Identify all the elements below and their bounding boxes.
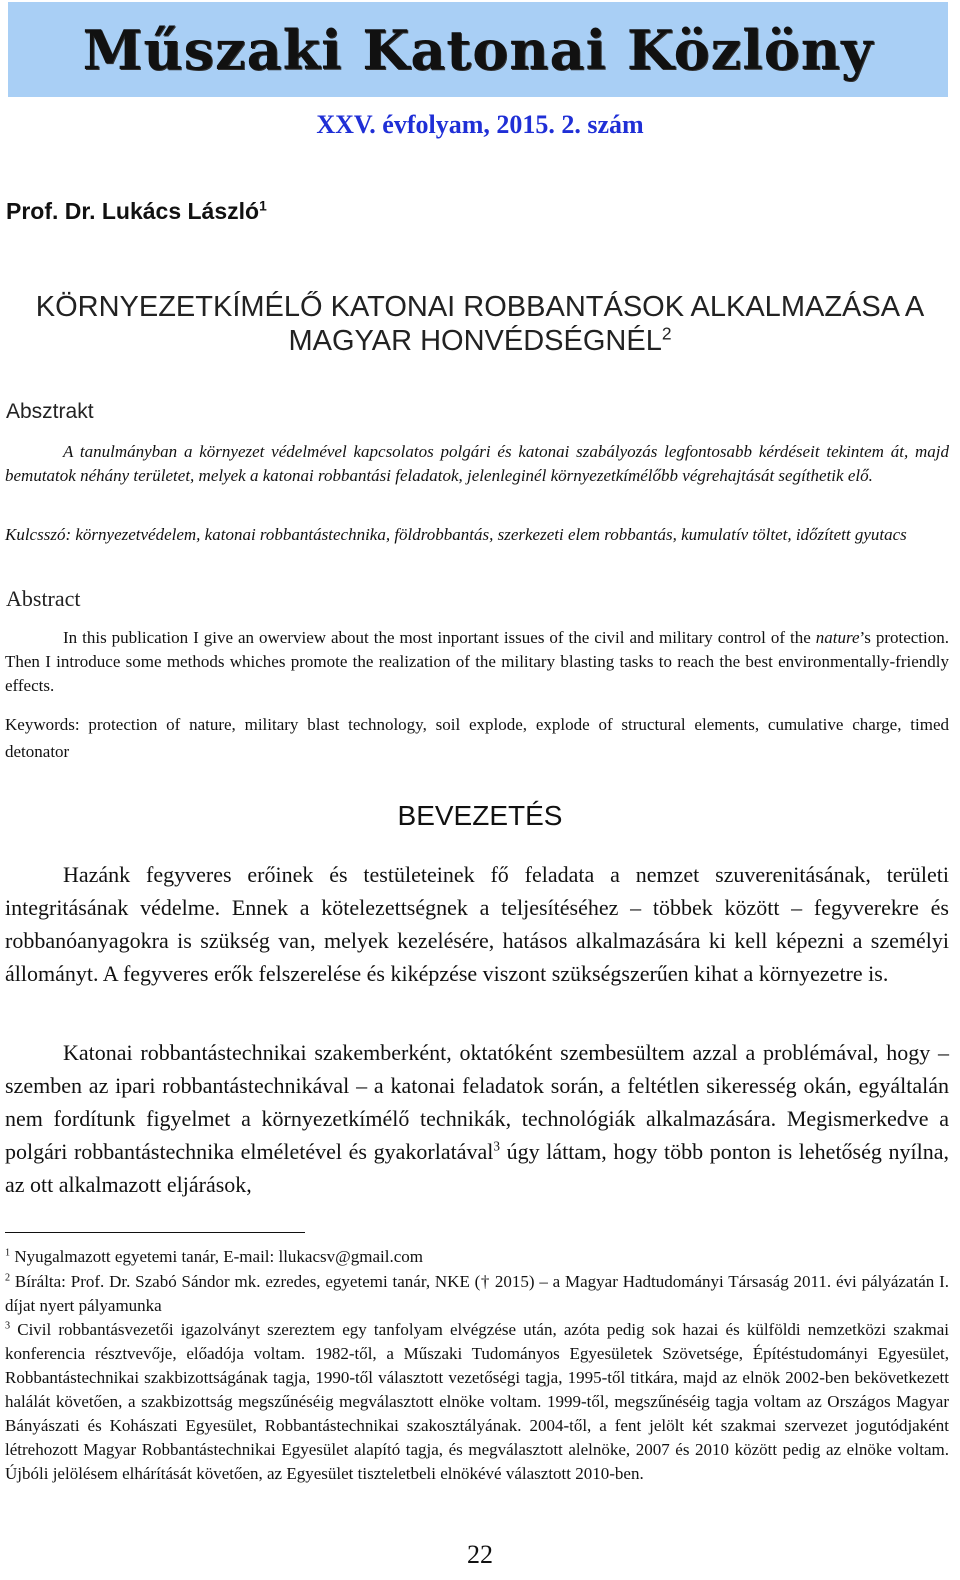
journal-banner	[8, 2, 948, 97]
abstract-en-text-2: ’s protection. Then I introduce some methods whiches promote the realization of the military blasting tasks to reach the best environmentally-friendly effects.	[5, 628, 949, 695]
body-footnote-mark: 3	[493, 1138, 500, 1154]
title-line-2-text: MAGYAR HONVÉDSÉGNÉL	[288, 325, 662, 357]
abstract-en-italic: nature	[815, 628, 860, 647]
title-footnote-mark: 2	[661, 323, 672, 344]
title-line-2	[0, 324, 960, 358]
page-number: 22	[467, 1540, 493, 1569]
abstract-en-text	[5, 626, 949, 698]
keywords-en: Keywords: protection of nature, military blast technology, soil explode, explode of structural elements, cumulative charge, timed detonator	[5, 715, 949, 761]
footnote-1	[5, 1245, 949, 1269]
footnote-3-mark: 3	[5, 1320, 11, 1332]
abstract-hu-heading: Absztrakt	[6, 400, 94, 423]
footnote-3-text: Civil robbantásvezetői igazolványt szereztem egy tanfolyam elvégzése után, azóta pedig sok hazai és külföldi nemzetközi szakmai konferencia résztvevője, előadója voltam. 1982-től, a Műszaki Tudományos Egyesületek Szövetsége, Építéstudományi Egyesület, Robbantástechnikai szakbizottságának tagja, 1990-től választott vezetőségi tagja, 1995-től titkára, majd az elnök 2002-ben bekövetkezett halálát követően, a szakbizottság megszűnéséig megválasztott elnöke voltam. 1999-től, megszűnéséig tagja voltam az Országos Magyar Bányászati és Kohászati Egyesület, Robbantástechnikai szakosztályának. 2004-től, a fent jelölt két szakmai szervezet jogutódjaként létrehozott Magyar Robbantástechnikai Egyesület alapító tagja, és megválasztott alelnöke, 2007 és 2010 között pedig az elnöke voltam. Újbóli jelölésem elhárítását követően, az Egyesület tiszteletbeli elnökévé választott 2010-ben.	[5, 1320, 949, 1483]
footnote-2	[5, 1270, 949, 1318]
footnote-2-mark: 2	[5, 1272, 11, 1284]
body-p2-text-2: úgy láttam, hogy több ponton is lehetőség nyílna, az ott alkalmazott eljárások,	[5, 1139, 950, 1197]
issue-info: XXV. évfolyam, 2015. 2. szám	[316, 110, 644, 139]
abstract-en-heading: Abstract	[6, 586, 81, 611]
journal-title: Műszaki Katonai Közlöny	[82, 17, 874, 82]
body-p2-text-1: Katonai robbantástechnikai szakemberként, oktatóként szembesültem azzal a problémával, hogy – szemben az ipari robbantástechnikával – a katonai feladatok során, a feltétlen sikeresség okán, egyáltalán nem fordítunk figyelmet a környezetkímélő technikák, technológiák alkalmazására. Megismerkedve a polgári robbantástechnika elméletével és gyakorlatával	[5, 1040, 949, 1164]
footnote-1-mark: 1	[5, 1247, 11, 1259]
abstract-hu-text: A tanulmányban a környezet védelmével kapcsolatos polgári és katonai szabályozás legfontosabb kérdéseit tekintem át, majd bemutatok néhány területet, melyek a katonai robbantási feladatok, jelenleginél környezetkímélőbb végrehajtását segíthetik elő.	[5, 442, 949, 485]
footnote-1-text: Nyugalmazott egyetemi tanár, E-mail: llukacsv@gmail.com	[10, 1247, 424, 1266]
article-title	[0, 290, 960, 358]
title-line-1: KÖRNYEZETKÍMÉLŐ KATONAI ROBBANTÁSOK ALKALMAZÁSA A	[35, 291, 925, 323]
footnote-divider	[5, 1232, 305, 1233]
body-paragraph-1: Hazánk fegyveres erőinek és testületeinek fő feladata a nemzet szuverenitásának, területi integritásának védelme. Ennek a kötelezettségnek a teljesítéséhez – többek között – fegyverekre és robbanóanyagokra is szükség van, melyek kezelésére, hatásos alkalmazására ki kell képezni a személyi állományt. A fegyveres erők felszerelése és kiképzése viszont szükségszerűen kihat a környezetre is.	[5, 862, 949, 986]
footnote-3	[5, 1318, 949, 1486]
footnote-2-text: Bírálta: Prof. Dr. Szabó Sándor mk. ezredes, egyetemi tanár, NKE († 2015) – a Magyar Hadtudományi Társaság 2011. évi pályázatán I. díjat nyert pályamunka	[5, 1272, 949, 1315]
author-footnote-mark: 1	[259, 198, 267, 214]
section-heading: BEVEZETÉS	[397, 800, 563, 831]
author-name-text: Prof. Dr. Lukács László	[6, 198, 260, 224]
abstract-en-text-1: In this publication I give an owerview about the most inportant issues of the civil and military control of the	[63, 628, 816, 647]
keywords-hu: Kulcsszó: környezetvédelem, katonai robbantástechnika, földrobbantás, szerkezeti elem robbantás, kumulatív töltet, időzített gyutacs	[5, 525, 907, 544]
author-name	[6, 198, 267, 225]
body-paragraph-2	[5, 1036, 949, 1201]
